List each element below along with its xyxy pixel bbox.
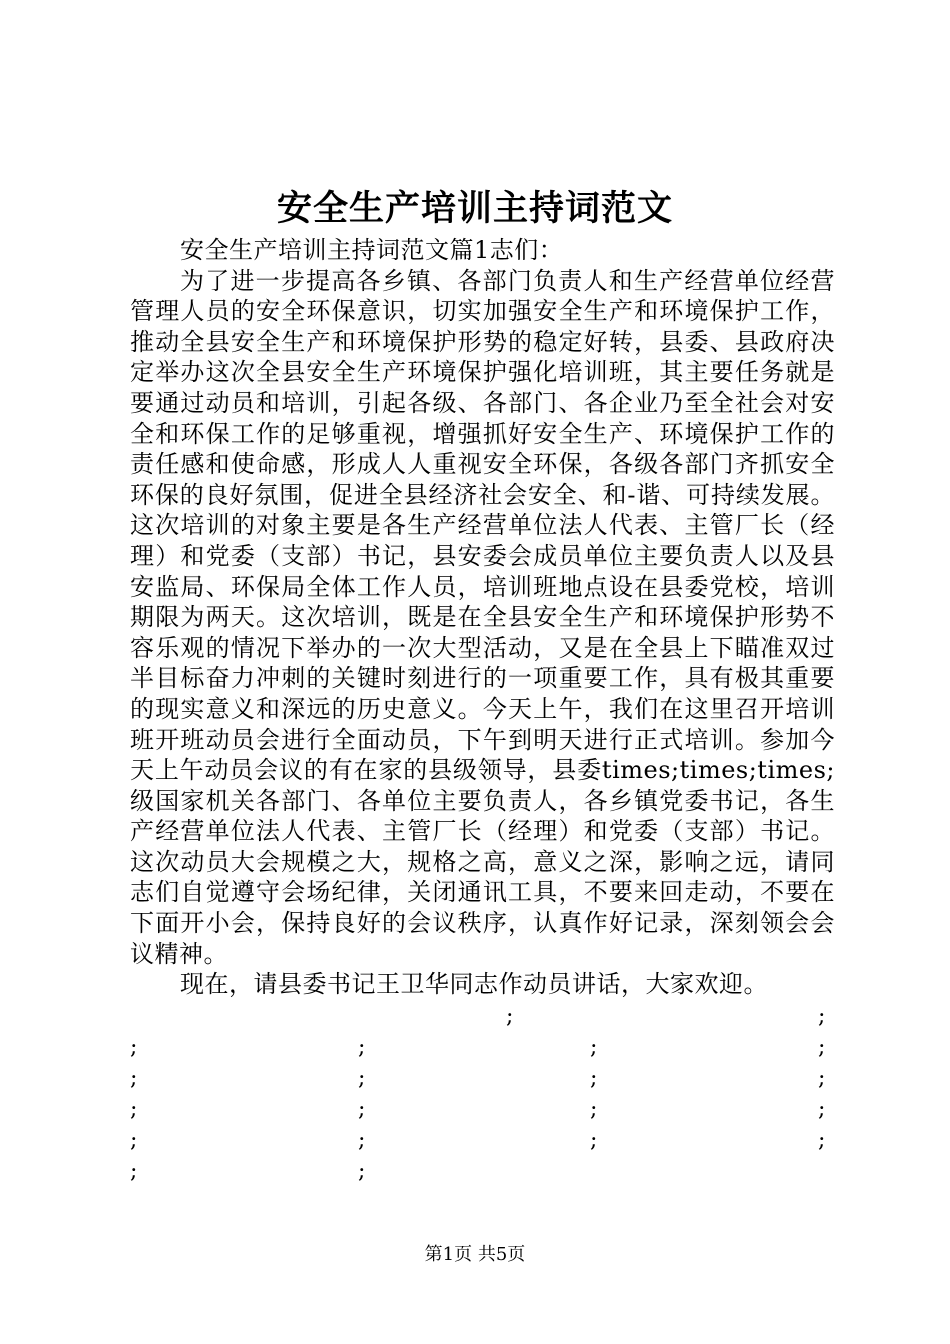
separator-mark: ;: [130, 1066, 138, 1091]
separator-mark: ;: [130, 1097, 138, 1122]
separator-mark: ;: [130, 1128, 138, 1153]
separator-mark: ;: [358, 1097, 366, 1122]
document-title: 安全生产培训主持词范文: [276, 188, 673, 229]
separator-mark: ;: [590, 1035, 598, 1060]
separator-mark: ;: [590, 1128, 598, 1153]
marks-row: [130, 1035, 830, 1066]
separator-mark: ;: [130, 1035, 138, 1060]
separator-mark: ;: [358, 1128, 366, 1153]
paragraph-opening: 安全生产培训主持词范文篇1志们：: [180, 236, 564, 264]
separator-mark: ;: [506, 1004, 514, 1029]
page-footer: 第1页 共5页: [424, 1244, 526, 1265]
separator-mark: ;: [130, 1159, 138, 1184]
paragraph-closing: 现在，请县委书记王卫华同志作动员讲话，大家欢迎。: [180, 970, 768, 999]
separator-mark: ;: [818, 1004, 826, 1029]
separator-mark: ;: [590, 1066, 598, 1091]
paragraph-main: 为了进一步提高各乡镇、各部门负责人和生产经营单位经营管理人员的安全环保意识，切实加强安全生产和环境保护工作，推动全县安全生产和环境保护形势的稳定好转，县委、县政府决定举办这次全县安全生产环境保护强化培训班，其主要任务就是要通过动员和培训，引起各级、各部门、各企业乃至全社会对安全和环保工作的足够重视，增强抓好安全生产、环境保护工作的责任感和使命感，形成人人重视安全环保，各级各部门齐抓安全环保的良好氛围，促进全县经济社会安全、和-谐、可持续发展。这次培训的对象主要是各生产经营单位法人代表、主管厂长（经理）和党委（支部）书记，县安委会成员单位主要负责人以及县安监局、环保局全体工作人员，培训班地点设在县委党校，培训期限为两天。这次培训，既是在全县安全生产和环境保护形势不容乐观的情况下举办的一次大型活动，又是在全县上下瞄准双过半目标奋力冲刺的关键时刻进行的一项重要工作，具有极其重要的现实意义和深远的历史意义。今天上午，我们在这里召开培训班开班动员会进行全面动员，下午到明天进行正式培训。参加今天上午动员会议的有在家的县级领导，县委times;times;times;级国家机关各部门、各单位主要负责人，各乡镇党委书记，各生产经营单位法人代表、主管厂长（经理）和党委（支部）书记。这次动员大会规模之大，规格之高，意义之深，影响之远，请同志们自觉遵守会场纪律，关闭通讯工具，不要来回走动，不要在下面开小会，保持良好的会议秩序，认真作好记录，深刻领会会议精神。: [130, 266, 835, 968]
marks-row: [130, 1066, 830, 1097]
separator-mark: ;: [818, 1066, 826, 1091]
separator-mark: ;: [818, 1097, 826, 1122]
document-body: [130, 235, 835, 1000]
marks-row: [130, 1159, 830, 1190]
separator-mark: ;: [818, 1128, 826, 1153]
separator-mark: ;: [358, 1066, 366, 1091]
marks-row: [130, 1097, 830, 1128]
separator-mark: ;: [590, 1097, 598, 1122]
separator-mark: ;: [818, 1035, 826, 1060]
separator-mark: ;: [358, 1159, 366, 1184]
separator-marks: [130, 1004, 830, 1190]
marks-row: [130, 1004, 830, 1035]
marks-row: [130, 1128, 830, 1159]
separator-mark: ;: [358, 1035, 366, 1060]
